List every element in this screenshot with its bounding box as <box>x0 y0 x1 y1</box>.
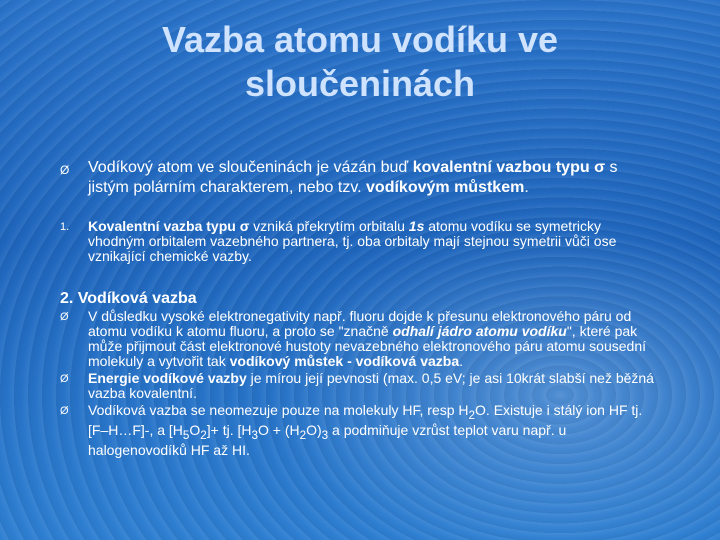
arrow-bullet-icon: Ø <box>60 405 69 417</box>
bullet-text: Vodíkový atom ve sloučeninách je vázán buď kovalentní vazbou typu σ s jistým polárním charakterem, nebo tzv. vodíkovým můstkem. <box>88 159 618 196</box>
section-heading-hydrogen-bond: 2. Vodíková vazba <box>60 290 197 307</box>
arrow-bullet-icon: Ø <box>60 373 69 385</box>
list-item: Ø Vodíková vazba se neomezuje pouze na molekuly HF, resp $H_2O$. Existuje i stálý ion HF tj. [F–H…F]-, a $[H_5O_2]+$ tj. [$H_3O + (H_2O)_3$ a podmiňuje vzrůst teplot varu např. u halogenovodíků HF až HI. <box>60 402 643 458</box>
list-item: Ø V důsledku vysoké elektronegativity např. fluoru dojde k přesunu elektronového páru od atomu vodíku k atomu fluoru, a proto se "značně odhalí jádro atomu vodíku", které pak může přijmout část elektronové hustoty nevazebného elektronového páru atomu sousední molekuly a vytvořit tak vodíkový můstek - vodíková vazba. <box>60 308 647 369</box>
title-line-2: sloučeninách <box>244 63 476 104</box>
numbered-item-text: Kovalentní vazba typu σ vzniká překrytím orbitalu 1s atomu vodíku se symetricky vhodným orbitalem vazebného partnera, tj. oba orbitaly mají stejnou symetrii vůči ose vznikající chemické vazby. <box>88 218 617 264</box>
bullet-covalent-or-hydrogen-bridge <box>60 158 660 198</box>
number-marker: 1. <box>60 221 70 233</box>
title-line-1: Vazba atomu vodíku ve <box>161 19 559 60</box>
slide-title <box>60 18 660 106</box>
hydrogen-bond-list <box>60 309 660 460</box>
arrow-bullet-icon: Ø <box>60 163 70 177</box>
arrow-bullet-icon: Ø <box>60 311 69 323</box>
numbered-item-covalent-bond <box>60 219 660 264</box>
list-item: Ø Energie vodíkové vazby je mírou její pevnosti (max. 0,5 eV; je asi 10krát slabší než běžná vazba kovalentní. <box>60 370 654 401</box>
